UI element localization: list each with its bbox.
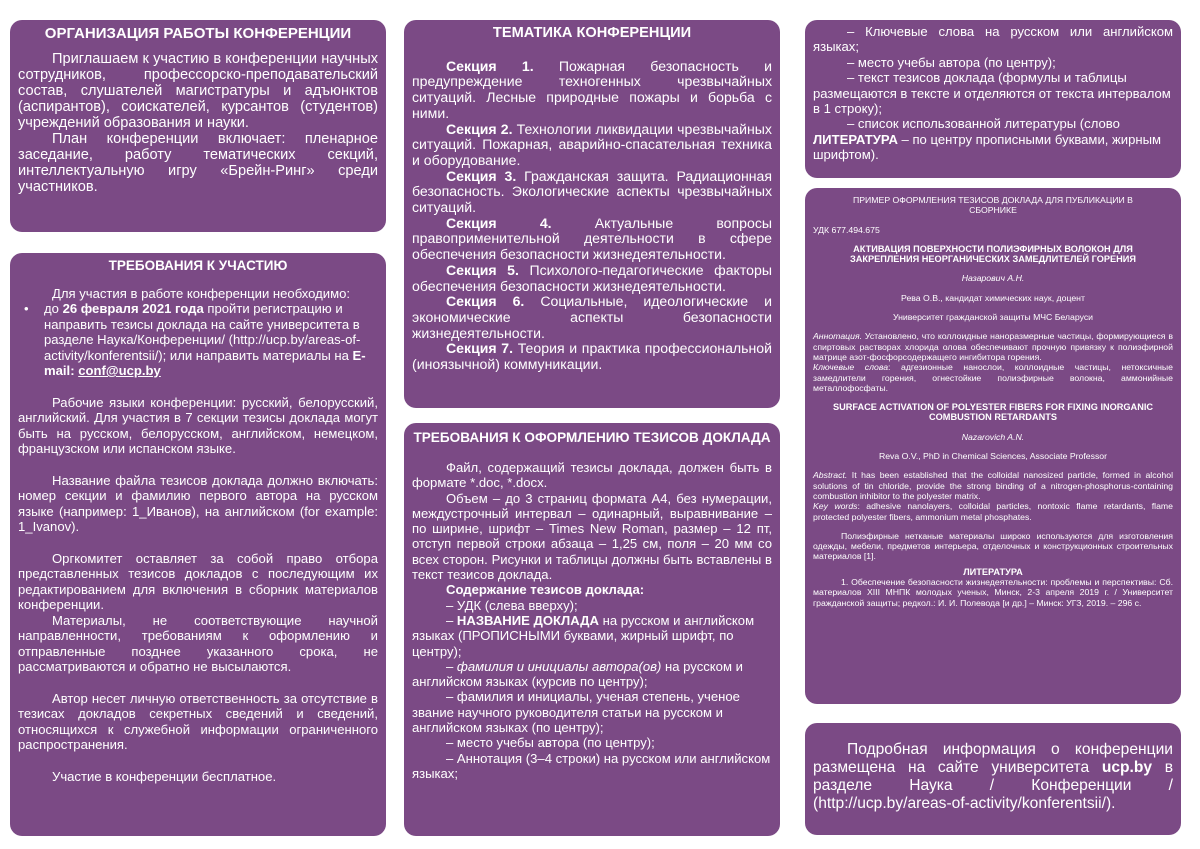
participation-panel: [10, 253, 386, 836]
content-heading: [412, 582, 772, 597]
item-name-rest: на русском и английском языках (ПРОПИСНЫМИ буквами, жирный шрифт, по центру);: [412, 612, 755, 659]
sample-supervisor-ru: Рева О.В., кандидат химических наук, доцент: [901, 292, 1085, 303]
info-panel: [805, 723, 1181, 835]
item-place: – место учебы автора (по центру);: [446, 735, 655, 751]
working-languages: Рабочие языки конференции: русский, белорусский, английский. Для участия в 7 секции тезисы доклада могут быть на русском, белорусском, английском, немецком, французском или испанском языке.: [18, 394, 378, 456]
section-7-label: Секция 7.: [446, 340, 514, 357]
organization-title: ОРГАНИЗАЦИЯ РАБОТЫ КОНФЕРЕНЦИИ: [44, 25, 352, 42]
content-heading-text: Содержание тезисов доклада:: [446, 582, 645, 598]
participation-deadline-item: [44, 301, 378, 379]
sample-body: Полиэфирные нетканые материалы широко используются для изготовления одежды, мебели, предметов интерьера, отделочных и конструкционных строительных материалов [1].: [813, 530, 1173, 562]
item-text: – текст тезисов доклада (формулы и таблицы размещаются в тексте и отделяются от текста интервалом в 1 строку);: [813, 70, 1171, 117]
abstract-text: It has been established that the colloidal nanosized particle, formed in alcohol solutions of tin chloride, provide the strong binding of a nitrogen-phosphorus-containing combustion inhibitor to the polyester matrix.: [813, 470, 1173, 501]
info-text: [813, 741, 1173, 813]
participation-list: [18, 301, 378, 379]
materials-rejection: Материалы, не соответствующие научной направленности, требованиям к оформлению и отправленные позднее указанного срока, не рассматриваются и обратно не высылаются.: [18, 612, 378, 674]
sample-panel: [805, 188, 1181, 704]
info-pre: Подробная информация о конференции размещена на сайте университета: [813, 741, 1173, 776]
participation-intro: Для участия в работе конференции необходимо:: [52, 285, 351, 301]
item-literature-bold: ЛИТЕРАТУРА: [813, 131, 898, 147]
email-link[interactable]: conf@ucp.by: [78, 363, 161, 378]
sample-keywords-ru: [813, 362, 1173, 393]
deadline-details: пройти регистрацию и направить тезисы доклада на сайте университета в разделе Наука/Конференции/ (http://ucp.by/areas-of-activity/konferentsii/); или направить материалы на: [44, 301, 361, 363]
sample-literature-title: ЛИТЕРАТУРА: [963, 566, 1023, 577]
abstract-label: Abstract.: [813, 470, 848, 481]
format-file: Файл, содержащий тезисы доклада, должен быть в формате *.doc, *.docx.: [412, 460, 772, 491]
email-label: E-mail:: [44, 347, 366, 378]
participation-title: ТРЕБОВАНИЯ К УЧАСТИЮ: [108, 258, 288, 273]
section-5: [412, 263, 772, 294]
section-5-label: Секция 5.: [446, 261, 519, 278]
item-author-rest: на русском и английском языках (курсив по центру);: [412, 658, 743, 690]
topics-panel: [404, 20, 780, 408]
item-author-italic: фамилия и инициалы автора(ов): [456, 658, 662, 674]
section-4-text: Актуальные вопросы правоприменительной деятельности в сфере обеспечения безопасности жизнедеятельности.: [412, 214, 772, 263]
sample-university-ru: Университет гражданской защиты МЧС Беларуси: [892, 312, 1094, 323]
section-5-text: Психолого-педагогические факторы обеспечения безопасности жизнедеятельности.: [412, 261, 772, 294]
item-literature: [813, 116, 1173, 162]
sample-literature-item: 1. Обеспечение безопасности жизнедеятельности: проблемы и перспективы: Сб. материалов XIII МНПК молодых ученых, Минск, 2-3 апреля 2019 г. / Университет гражданской защиты; редкол.: И. И. Полевода [и др.] – Минск: УГЗ, 2019. – 296 с.: [813, 577, 1173, 608]
section-6: [412, 294, 772, 341]
item-supervisor: – фамилия и инициалы, ученая степень, ученое звание научного руководителя статьи на русском и английском языках (по центру);: [412, 689, 740, 736]
sample-title-en: SURFACE ACTIVATION OF POLYESTER FIBERS FOR FIXING INORGANIC COMBUSTION RETARDANTS: [832, 402, 1154, 423]
item-name-bold: НАЗВАНИЕ ДОКЛАДА: [456, 612, 599, 628]
organization-invite: Приглашаем к участию в конференции научных сотрудников, профессорско-преподавательский состав, слушателей магистратуры и адъюнктов (аспирантов), соискателей, курсантов (студентов) учреждений образования и науки.: [18, 51, 378, 131]
keywords-en-text: : adhesive nanolayers, colloidal particles, nontoxic flame retardants, flame protected polyester fibers, ammonium metal phosphates.: [813, 501, 1173, 522]
format-volume: Объем – до 3 страниц формата А4, без нумерации, междустрочный интервал – одинарный, выравнивание – по ширине, шрифт – Times New Roman, размер – 12 пт, отступ первой строки абзаца – 1,25 см, поля – 20 мм со всех сторон. Рисунки и таблицы должны быть вставлены в текст тезисов доклада.: [412, 490, 772, 583]
topics-title: ТЕМАТИКА КОНФЕРЕНЦИИ: [492, 25, 692, 41]
keywords-ru-label: Ключевые слова: [813, 362, 889, 373]
organization-panel: [10, 20, 386, 232]
item-annotation: – Аннотация (3–4 строки) на русском или английском языках;: [412, 750, 771, 781]
keywords-en-label: Key words: [813, 501, 858, 512]
committee-right: Оргкомитет оставляет за собой право отбора представленных тезисов докладов с последующим их редактированием для включения в сборник материалов конференции.: [18, 550, 378, 612]
sample-author-ru: [813, 273, 1173, 283]
info-site-link[interactable]: ucp.by: [1101, 759, 1153, 776]
sample-title-ru: АКТИВАЦИЯ ПОВЕРХНОСТИ ПОЛИЭФИРНЫХ ВОЛОКОН ДЛЯ ЗАКРЕПЛЕНИЯ НЕОРГАНИЧЕСКИХ ЗАМЕДЛИТЕЛЕЙ ГОРЕНИЯ: [849, 243, 1137, 265]
section-3: [412, 169, 772, 216]
author-responsibility: Автор несет личную ответственность за отсутствие в тезисах докладов секретных сведений и сведений, относящихся к служебной информации ограниченного распространения.: [18, 690, 378, 752]
section-3-label: Секция 3.: [446, 167, 517, 184]
free-participation: Участие в конференции бесплатное.: [52, 768, 277, 784]
info-post: в разделе Наука / Конференции / (http://ucp.by/areas-of-activity/konferentsii/).: [813, 759, 1173, 812]
item-name-dash: –: [446, 612, 457, 628]
sample-author-en: [813, 432, 1173, 442]
file-naming: Название файла тезисов доклада должно включать: номер секции и фамилию первого автора на русском языке (например: 1_Иванов), на английском (for example: 1_Ivanov).: [18, 472, 378, 534]
deadline-prefix: до: [44, 301, 63, 316]
deadline-date: 26 февраля 2021 года: [62, 301, 204, 316]
section-2-text: Технологии ликвидации чрезвычайных ситуаций. Пожарная, аварийно-спасательная техника и оборудование.: [412, 120, 772, 168]
section-1: [412, 59, 772, 122]
item-literature-rest: – по центру прописными буквами, жирным шрифтом).: [813, 131, 1162, 163]
section-6-label: Секция 6.: [446, 293, 525, 310]
item-author-dash: –: [446, 658, 457, 674]
section-7: [412, 341, 772, 372]
section-2-label: Секция 2.: [446, 120, 513, 137]
sample-annotation: [813, 331, 1173, 362]
sample-udk: УДК 677.494.675: [813, 224, 880, 235]
format-title: ТРЕБОВАНИЯ К ОФОРМЛЕНИЮ ТЕЗИСОВ ДОКЛАДА: [413, 430, 771, 445]
section-4: [412, 216, 772, 263]
format-continued-panel: [805, 20, 1181, 178]
section-4-label: Секция 4.: [446, 214, 552, 231]
format-panel: [404, 423, 780, 836]
sample-keywords-en: [813, 501, 1173, 522]
section-1-label: Секция 1.: [446, 57, 534, 74]
section-3-text: Гражданская защита. Радиационная безопасность. Экологические аспекты чрезвычайных ситуаций.: [412, 167, 772, 216]
item-place-2: – место учебы автора (по центру);: [847, 54, 1056, 70]
sample-header: ПРИМЕР ОФОРМЛЕНИЯ ТЕЗИСОВ ДОКЛАДА ДЛЯ ПУБЛИКАЦИИ В СБОРНИКЕ: [853, 195, 1133, 216]
sample-abstract: [813, 470, 1173, 501]
sample-supervisor-en: Reva O.V., PhD in Chemical Sciences, Associate Professor: [878, 451, 1108, 462]
keywords-ru-text: : адгезионные нанослои, коллоидные частицы, нетоксичные замедлители горения, огнестойкие полиэфирные волокна, аммонийные металлофосфаты.: [813, 362, 1173, 393]
organization-plan: План конференции включает: пленарное заседание, работу тематических секций, интеллектуальную игру «Брейн-Ринг» среди участников.: [18, 131, 378, 195]
annotation-label: Аннотация.: [813, 331, 863, 342]
section-2: [412, 122, 772, 169]
item-udk: – УДК (слева вверху);: [446, 597, 578, 613]
item-keywords: – Ключевые слова на русском или английском языках;: [813, 24, 1173, 55]
item-author: [412, 659, 772, 690]
item-name: [412, 613, 772, 659]
section-6-text: Социальные, идеологические и экономические аспекты безопасности жизнедеятельности.: [412, 293, 772, 341]
section-7-text: Теория и практика профессиональной (иноязычной) коммуникации.: [412, 340, 772, 373]
sample-author-en-text: Nazarovich A.N.: [961, 431, 1025, 442]
section-1-text: Пожарная безопасность и предупреждение техногенных чрезвычайных ситуаций. Лесные природные пожары и борьба с ними.: [412, 57, 773, 121]
annotation-text: Установлено, что коллоидные наноразмерные частицы, формирующиеся в спиртовых растворах хлорида олова обеспечивают прочную привязку к полиэфирной матрице азот-фосфорсодержащего ингибитора горения.: [813, 331, 1173, 362]
sample-author-ru-text: Назарович А.Н.: [961, 273, 1025, 284]
item-literature-pre: – список использованной литературы (слово: [847, 116, 1120, 132]
